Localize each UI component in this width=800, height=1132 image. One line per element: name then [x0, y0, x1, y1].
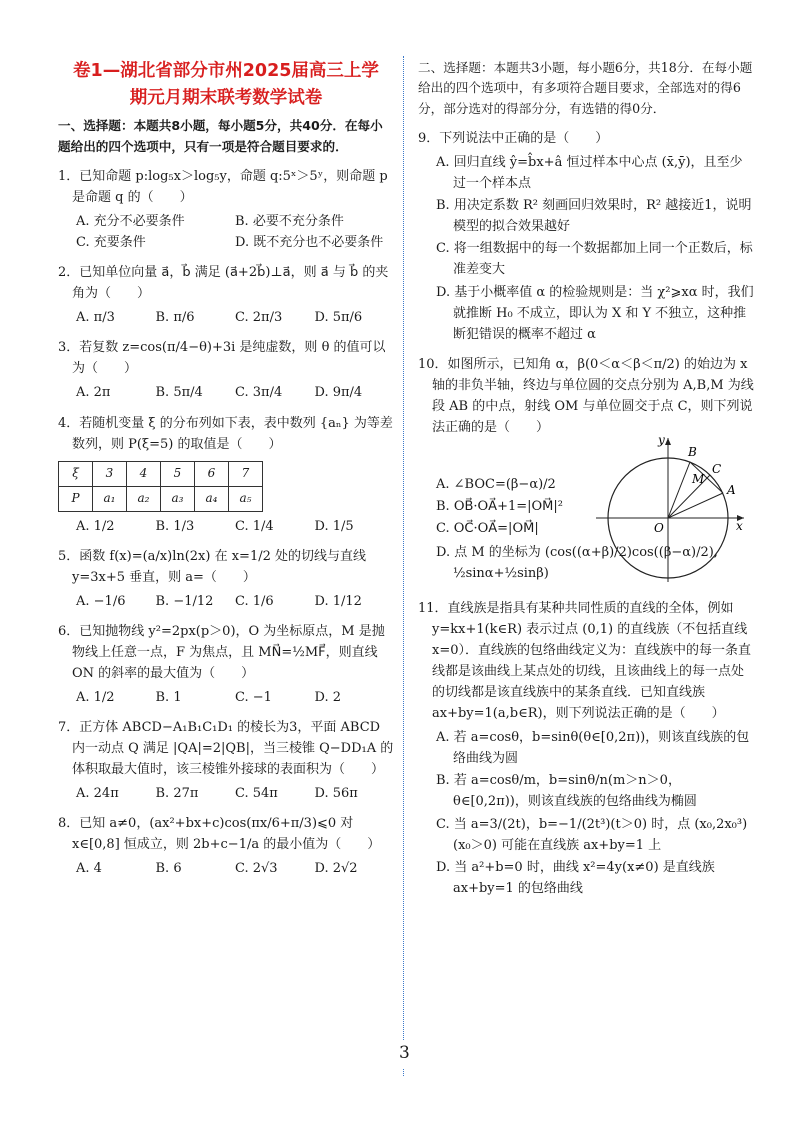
option-c: C. 将一组数据中的每一个数据都加上同一个正数后，标准差变大 — [436, 241, 753, 278]
option-c: C. OC⃗·OA⃗=|OM⃗| — [436, 520, 539, 536]
label-b: B — [688, 445, 697, 459]
option-b: B. 5π/4 — [155, 385, 203, 401]
option-b: B. π/6 — [155, 310, 195, 326]
label-m: M — [692, 472, 705, 486]
option-a: A. 回归直线 ŷ=b̂x+â 恒过样本中心点 (x̄,ȳ)，且至少过一个样本点 — [436, 155, 743, 192]
section-1-header: 一、选择题：本题共8小题，每小题5分，共40分．在每小题给出的四个选项中，只有一项是符合题目要求的． — [58, 118, 383, 154]
option-c: C. 当 a=3/(2t)，b=−1/(2t³)(t＞0) 时，点 (x₀,2x₀³)(x₀＞0) 可能在直线族 ax+by=1 上 — [436, 816, 748, 853]
option-c: C. 54π — [235, 786, 278, 802]
option-b: B. 27π — [155, 786, 199, 802]
option-b: B. 若 a=cosθ/m，b=sinθ/n(m＞n＞0，θ∈[0,2π))，则该直线族的包络曲线为椭圆 — [436, 773, 697, 810]
option-a: A. π/3 — [76, 310, 115, 326]
question-stem: 3．若复数 z=cos(π/4−θ)+3i 是纯虚数，则 θ 的值可以为（ ） — [58, 340, 386, 377]
label-o: O — [654, 521, 664, 535]
question-11 — [418, 598, 754, 899]
option-d: D. 56π — [314, 786, 358, 802]
label-x: x — [736, 519, 743, 533]
label-y: y — [658, 433, 665, 447]
table-row: ξ 3 4 5 6 7 — [59, 461, 263, 486]
question-stem: 6．已知抛物线 y²=2px(p＞0)，O 为坐标原点，M 是抛物线上任意一点，F 为焦点，且 MN⃗=½MF⃗，则直线 ON 的斜率的最大值为（ ） — [58, 623, 385, 681]
question-3 — [58, 337, 394, 403]
options — [58, 307, 394, 328]
options — [58, 591, 394, 612]
label-a: A — [727, 483, 736, 497]
question-stem: 2．已知单位向量 a⃗，b⃗ 满足 (a⃗+2b⃗)⊥a⃗，则 a⃗ 与 b⃗ 的夹角为（ ） — [58, 265, 389, 302]
column-divider — [403, 56, 404, 1076]
question-stem: 1．已知命题 p:log₅x＞log₅y，命题 q:5ˣ＞5ʸ，则命题 p 是命题 q 的（ ） — [58, 169, 388, 206]
question-9 — [418, 128, 754, 344]
distribution-table — [58, 461, 263, 512]
label-c: C — [712, 462, 722, 476]
options — [58, 783, 394, 804]
option-b: B. 必要不充分条件 — [235, 214, 344, 230]
options — [58, 211, 394, 253]
unit-circle-figure — [590, 430, 750, 590]
option-c: C. −1 — [235, 689, 272, 705]
option-b: B. 1/3 — [155, 518, 195, 534]
option-a: A. 若 a=cosθ，b=sinθ(θ∈[0,2π))，则该直线族的包络曲线为圆 — [436, 730, 750, 767]
option-d: D. 2√2 — [314, 861, 358, 877]
option-d: D. 2 — [314, 689, 341, 705]
option-b: B. OB⃗·OA⃗+1=|OM⃗|² — [436, 498, 563, 514]
option-b: B. 用决定系数 R² 刻画回归效果时，R² 越接近1，说明模型的拟合效果越好 — [436, 198, 752, 235]
question-stem: 9．下列说法中正确的是（ ） — [418, 131, 609, 147]
option-a: A. 1/2 — [76, 689, 115, 705]
options — [58, 858, 394, 879]
options — [418, 727, 754, 898]
option-d: D. 1/12 — [314, 593, 362, 609]
question-5 — [58, 546, 394, 612]
question-stem: 4．若随机变量 ξ 的分布列如下表，表中数列 {aₙ} 为等差数列，则 P(ξ=5) 的取值是（ ） — [58, 415, 393, 452]
question-2 — [58, 262, 394, 328]
question-stem: 7．正方体 ABCD−A₁B₁C₁D₁ 的棱长为3，平面 ABCD 内一动点 Q 满足 |QA|=2|QB|，当三棱锥 Q−DD₁A 的体积取最大值时，该三棱锥外接球的表面积为（ ） — [58, 719, 394, 778]
option-c: C. 充要条件 — [76, 235, 146, 251]
option-c: C. 1/6 — [235, 593, 274, 609]
option-c: C. 2π/3 — [235, 310, 283, 326]
option-a: A. 1/2 — [76, 518, 115, 534]
option-d: D. 基于小概率值 α 的检验规则是：当 χ²⩾xα 时，我们就推断 H₀ 不成立，即认为 X 和 Y 不独立，这种推断犯错误的概率不超过 α — [436, 284, 754, 342]
option-a: A. 2π — [76, 385, 111, 401]
options — [58, 382, 394, 403]
option-d: D. 5π/6 — [314, 310, 363, 326]
section-2-header: 二、选择题：本题共3小题，每小题6分，共18分．在每小题给出的四个选项中，有多项符合题目要求，全部选对的得6分，部分选对的得部分分，有选错的得0分． — [418, 60, 753, 116]
options — [418, 152, 754, 344]
options — [418, 474, 614, 539]
option-d: D. 当 a²+b=0 时，曲线 x²=4y(x≠0) 是直线族 ax+by=1 的包络曲线 — [436, 859, 715, 896]
option-b: B. −1/12 — [155, 593, 214, 609]
question-stem: 10．如图所示，已知角 α，β(0＜α＜β＜π/2) 的始边为 x 轴的非负半轴，终边与单位圆的交点分别为 A,B,M 为线段 AB 的中点，射线 OM 与单位圆交于点 C，则下列说法正确的是（ ） — [418, 356, 754, 435]
option-a: A. ∠BOC=(β−α)/2 — [436, 476, 556, 492]
y-axis-arrow — [665, 438, 671, 445]
option-a: A. 充分不必要条件 — [76, 214, 185, 230]
options — [58, 687, 394, 708]
question-1 — [58, 166, 394, 253]
option-a: A. 24π — [76, 786, 119, 802]
question-4 — [58, 413, 394, 537]
option-b: B. 6 — [155, 861, 182, 877]
question-6 — [58, 621, 394, 708]
option-d: D. 9π/4 — [314, 385, 363, 401]
question-7 — [58, 717, 394, 804]
question-stem: 11．直线族是指具有某种共同性质的直线的全体，例如 y=kx+1(k∈R) 表示过点 (0,1) 的直线族（不包括直线 x=0）．直线族的包络曲线定义为：直线族中的每一条直线都是该曲线上某点处的切线，且该曲线上的每一点处的切线都是该直线族中的某条直线．已知直线族 ax+by=1(a,b∈R)，则下列说法正确的是（ ） — [418, 601, 751, 722]
option-a: A. −1/6 — [76, 593, 126, 609]
question-stem: 5．函数 f(x)=(a/x)ln(2x) 在 x=1/2 处的切线与直线 y=3x+5 垂直，则 a=（ ） — [58, 548, 367, 585]
table-row: P a₁ a₂ a₃ a₄ a₅ — [59, 486, 263, 511]
option-d: D. 点 M 的坐标为 (cos((α+β)/2)cos((β−α)/2), ½sinα+½sinβ) — [436, 544, 718, 582]
option-d: D. 既不充分也不必要条件 — [235, 235, 384, 251]
option-a: A. 4 — [76, 861, 102, 877]
question-stem: 8．已知 a≠0，(ax²+bx+c)cos(πx/6+π/3)⩽0 对 x∈[0,8] 恒成立，则 2b+c−1/a 的最小值为（ ） — [58, 816, 381, 853]
option-c: C. 1/4 — [235, 518, 274, 534]
left-column — [58, 58, 394, 879]
options — [58, 516, 394, 537]
option-d: D. 1/5 — [314, 518, 354, 534]
page-title: 卷1—湖北省部分市州2025届高三上学 期元月期末联考数学试卷 — [73, 61, 379, 109]
question-8 — [58, 813, 394, 879]
option-c: C. 3π/4 — [235, 385, 283, 401]
option-c: C. 2√3 — [235, 861, 278, 877]
page-number: 3 — [397, 1040, 412, 1068]
option-b: B. 1 — [155, 689, 182, 705]
